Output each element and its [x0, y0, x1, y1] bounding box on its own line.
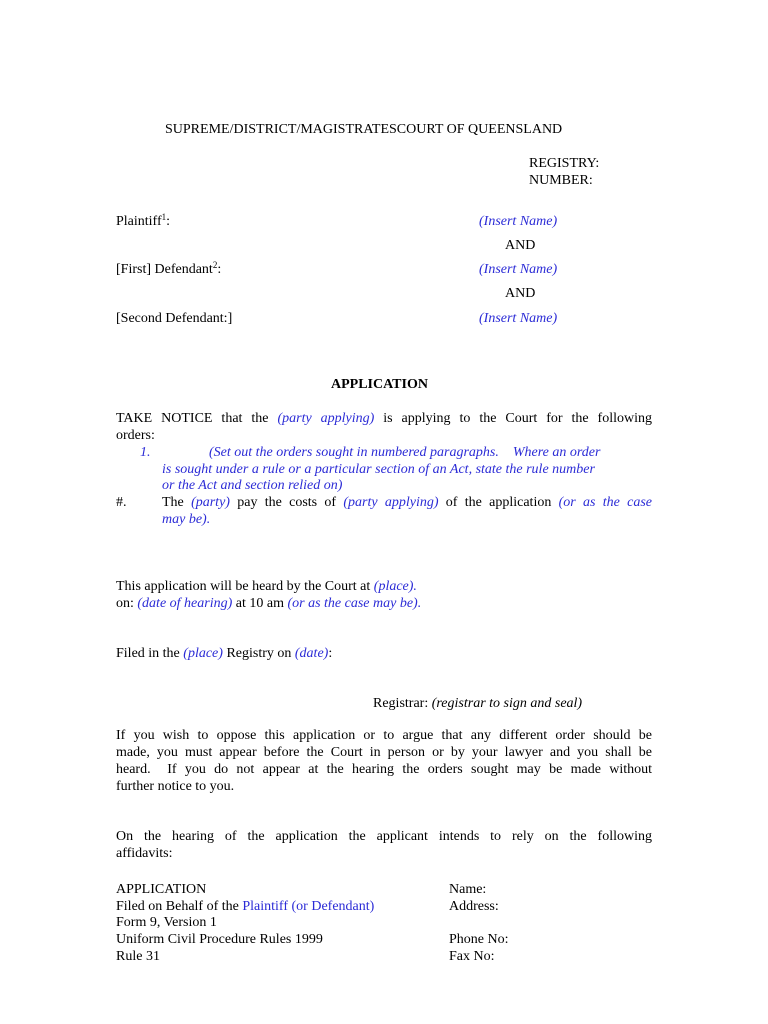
plaintiff-footnote: 1	[161, 212, 167, 222]
filed-line: Filed in the (place) Registry on (date):	[116, 646, 333, 661]
hearing-line-1: This application will be heard by the Court at (place).	[116, 579, 417, 594]
order-text-line-2[interactable]: is sought under a rule or a particular section of an Act, state the rule number	[162, 462, 595, 477]
filing-party-field[interactable]: Plaintiff (or Defendant)	[242, 899, 375, 914]
footer-address-label: Address:	[449, 899, 499, 914]
party-applying-field[interactable]: (party applying)	[343, 495, 439, 510]
party-field[interactable]: (party)	[191, 495, 230, 510]
plaintiff-name-field[interactable]: (Insert Name)	[479, 214, 558, 229]
footer-rule-number: Rule 31	[116, 949, 160, 964]
costs-order-line-2: may be).	[162, 512, 211, 527]
oppose-line-4: further notice to you.	[116, 779, 235, 794]
second-defendant-name-field[interactable]: (Insert Name)	[479, 311, 558, 326]
footer-name-label: Name:	[449, 882, 487, 897]
hearing-date-field[interactable]: (date of hearing)	[137, 596, 233, 611]
notice-line-2: orders:	[116, 428, 155, 443]
first-defendant-label: [First] Defendant$^2$:	[116, 260, 222, 277]
oppose-line-1: If you wish to oppose this application or to argue that any different order should be	[116, 728, 652, 743]
case-qualifier: (or as the case may be).	[287, 596, 422, 611]
affidavits-line-2: affidavits:	[116, 846, 173, 861]
oppose-line-2: made, you must appear before the Court in person or by your lawyer and you shall be	[116, 745, 652, 760]
footer-document-type: APPLICATION	[116, 882, 207, 897]
costs-order-line-1: The (party) pay the costs of (party applying) of the application (or as the case	[162, 495, 653, 510]
and-separator: AND	[505, 238, 536, 253]
footer-phone-label: Phone No:	[449, 932, 509, 947]
footer-filed-on-behalf: Filed on Behalf of the Plaintiff (or Defendant)	[116, 899, 375, 914]
order-number: 1.	[140, 445, 151, 460]
registry-label: REGISTRY:	[529, 156, 600, 171]
notice-line-1: TAKE NOTICE that the (party applying) is applying to the Court for the following	[116, 411, 652, 426]
number-label: NUMBER:	[529, 173, 593, 188]
order-text-line-1[interactable]: (Set out the orders sought in numbered paragraphs. Where an order	[209, 445, 601, 460]
plaintiff-label: Plaintiff$^1$:	[116, 212, 171, 229]
court-title: SUPREME/DISTRICT/MAGISTRATESCOURT OF QUEENSLAND	[165, 122, 563, 137]
hearing-place-field[interactable]: (place).	[373, 579, 417, 594]
order-text-line-3[interactable]: or the Act and section relied on)	[162, 478, 343, 493]
and-separator: AND	[505, 286, 536, 301]
footer-rules: Uniform Civil Procedure Rules 1999	[116, 932, 323, 947]
registrar-line: Registrar: (registrar to sign and seal)	[373, 696, 583, 711]
party-applying-field[interactable]: (party applying)	[277, 411, 375, 426]
document-heading: APPLICATION	[331, 377, 428, 392]
registrar-signature-field[interactable]: (registrar to sign and seal)	[431, 696, 583, 711]
footer-form-version: Form 9, Version 1	[116, 915, 217, 930]
filed-place-field[interactable]: (place)	[183, 646, 223, 661]
first-defendant-name-field[interactable]: (Insert Name)	[479, 262, 558, 277]
footer-fax-label: Fax No:	[449, 949, 495, 964]
filed-date-field[interactable]: (date)	[294, 646, 329, 661]
case-qualifier: (or as the case	[558, 495, 653, 510]
first-defendant-footnote: 2	[212, 260, 218, 270]
second-defendant-label: [Second Defendant:]	[116, 311, 233, 326]
affidavits-line-1: On the hearing of the application the applicant intends to rely on the following	[116, 829, 652, 844]
oppose-line-3: heard. If you do not appear at the hearing the orders sought may be made without	[116, 762, 652, 777]
order-hash-number: #.	[116, 495, 127, 510]
hearing-line-2: on: (date of hearing) at 10 am (or as the case may be).	[116, 596, 422, 611]
